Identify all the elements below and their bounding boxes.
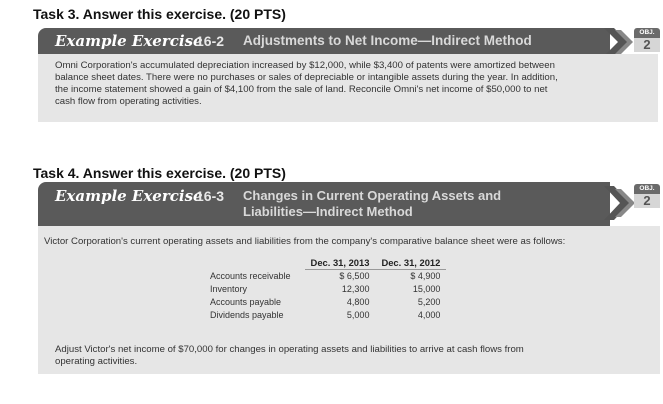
task3-body-line: cash flow from operating activities. <box>55 96 202 107</box>
task4-closing-line: Adjust Victor's net income of $70,000 for changes in operating assets and liabilities to arrive at cash flows from <box>55 344 524 355</box>
value-2012: $ 4,900 <box>410 271 441 281</box>
task3-body <box>55 60 655 108</box>
task4-closing <box>55 344 655 368</box>
task4-header-band <box>38 182 610 226</box>
value-2012: 15,000 <box>412 284 441 294</box>
row-label: Inventory <box>210 284 248 294</box>
task3-header-band <box>38 28 610 54</box>
task4-title: Task 4. Answer this exercise. (20 PTS) <box>33 165 286 181</box>
task4-obj-number: 2 <box>634 194 660 208</box>
task4-chevron-icon <box>604 186 638 220</box>
task3-obj-badge <box>634 28 660 52</box>
value-2013: 5,000 <box>346 310 370 320</box>
column-header-2012: Dec. 31, 2012 <box>375 256 446 270</box>
task3-body-line: Omni Corporation's accumulated depreciation increased by $12,000, while $3,400 of patents were amortized between <box>55 60 555 71</box>
task3-example-number: 16-2 <box>196 33 225 49</box>
value-2013: 12,300 <box>341 284 370 294</box>
task3-topic: Adjustments to Net Income—Indirect Method <box>243 33 532 48</box>
task4-topic <box>243 188 501 220</box>
value-2012: 4,000 <box>417 310 441 320</box>
balance-table <box>210 256 446 322</box>
task4-body-panel <box>38 226 660 374</box>
table-row <box>210 270 446 284</box>
task4-topic-line1: Changes in Current Operating Assets and <box>243 188 502 203</box>
row-label: Accounts receivable <box>210 270 291 281</box>
task4-example-number: 16-3 <box>196 188 225 204</box>
task3-body-line: balance sheet dates. There were no purchases or sales of depreciable or intangible assets during the year. In addition, <box>55 72 558 83</box>
value-2012: 5,200 <box>417 297 441 307</box>
task4-obj-label: OBJ. <box>634 184 660 194</box>
table-row <box>210 309 446 322</box>
table-row <box>210 296 446 309</box>
task3-obj-number: 2 <box>634 38 660 52</box>
task3-body-line: the income statement showed a gain of $4,100 from the sale of land. Reconcile Omni's net income of $50,000 to net <box>55 84 548 95</box>
table-row <box>210 283 446 296</box>
value-2013: 4,800 <box>346 297 370 307</box>
task4-topic-line2: Liabilities—Indirect Method <box>243 204 413 219</box>
task3-body-panel <box>38 54 658 122</box>
task3-example-label: Example Exercise <box>55 32 203 50</box>
task3-obj-label: OBJ. <box>634 28 660 38</box>
task4-closing-line: operating activities. <box>55 356 138 367</box>
column-header-2013: Dec. 31, 2013 <box>305 256 376 270</box>
row-label: Dividends payable <box>210 310 284 320</box>
value-2013: $ 6,500 <box>339 271 370 281</box>
task4-obj-badge <box>634 184 660 208</box>
task3-title: Task 3. Answer this exercise. (20 PTS) <box>33 6 286 22</box>
row-label: Accounts payable <box>210 297 282 307</box>
table-header-row <box>210 256 446 270</box>
task4-intro: Victor Corporation's current operating assets and liabilities from the company's comparative balance sheet were as follows: <box>44 236 566 247</box>
task3-chevron-icon <box>604 28 638 56</box>
task4-example-label: Example Exercise <box>55 187 203 205</box>
